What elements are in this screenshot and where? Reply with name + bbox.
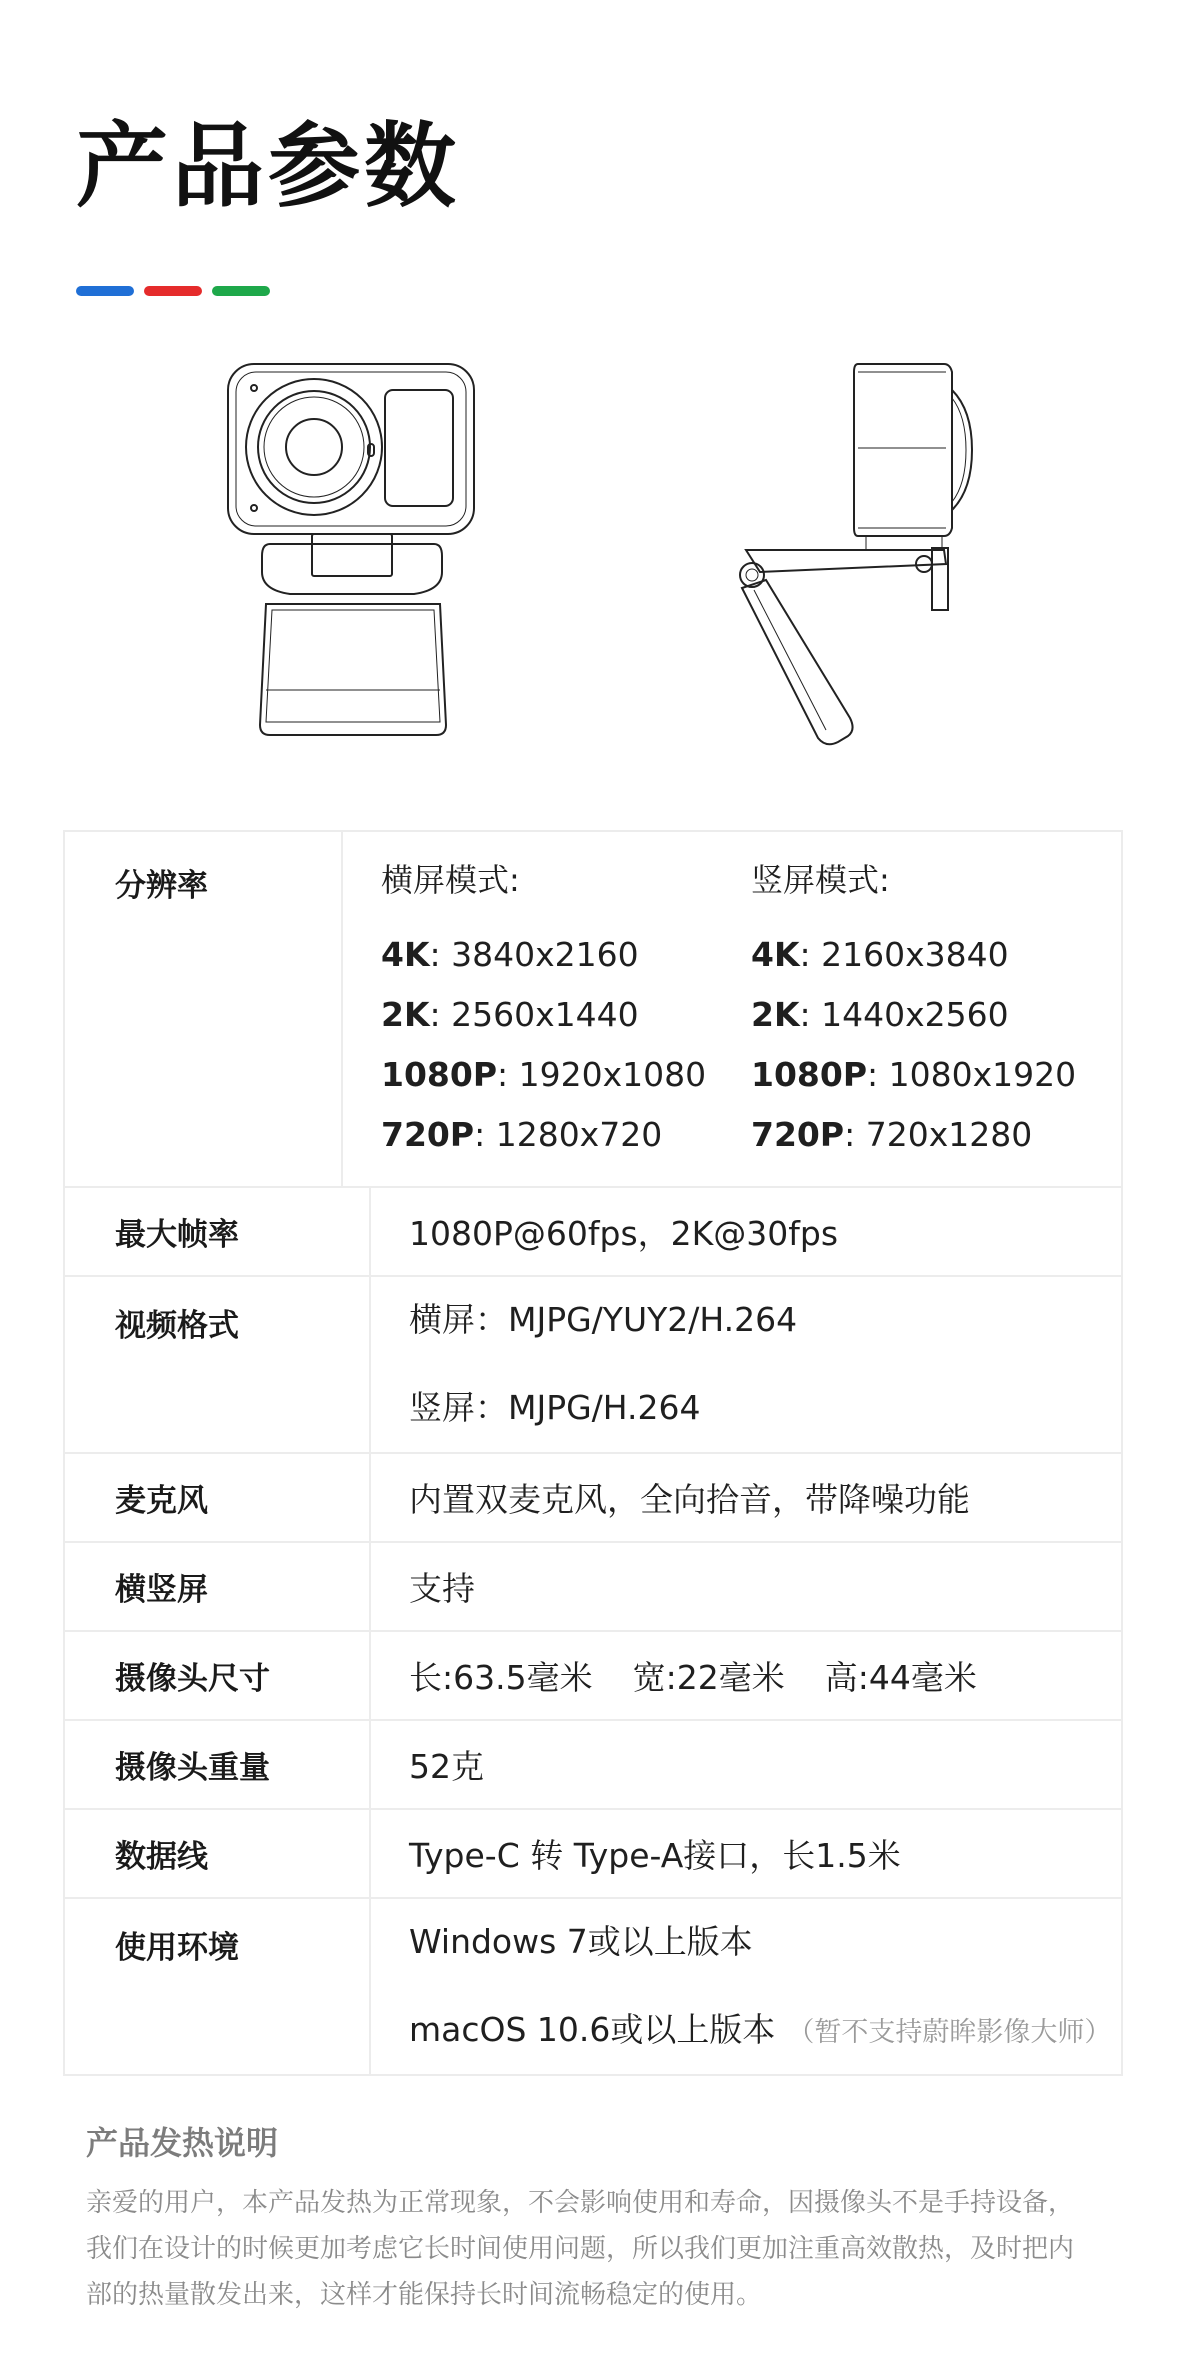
dimension-height: 高:44毫米 [824, 1658, 977, 1697]
spec-label: 使用环境 [65, 1899, 371, 2074]
spec-row-orientation [65, 1541, 1121, 1630]
portrait-heading: 竖屏模式: [751, 861, 890, 899]
spec-value [371, 1277, 1121, 1452]
spec-value: Type-C 转 Type-A接口，长1.5米 [409, 1836, 901, 1875]
spec-row-microphone [65, 1452, 1121, 1541]
spec-row-environment [65, 1897, 1121, 2074]
spec-row-camera-size [65, 1630, 1121, 1719]
accent-bars [76, 286, 270, 296]
dimension-width: 宽:22毫米 [632, 1658, 785, 1697]
resolution-line: 720P: 720x1280 [751, 1115, 1033, 1154]
heat-note-title: 产品发热说明 [86, 2124, 279, 2162]
resolution-line: 4K: 3840x2160 [381, 935, 639, 974]
spec-label: 最大帧率 [65, 1188, 371, 1275]
video-format-landscape: 横屏：MJPG/YUY2/H.264 [409, 1300, 798, 1339]
resolution-line: 1080P: 1080x1920 [751, 1055, 1077, 1094]
webcam-side-view [740, 364, 972, 744]
spec-label: 摄像头重量 [65, 1721, 371, 1808]
spec-label: 横竖屏 [65, 1543, 371, 1630]
spec-row-cable [65, 1808, 1121, 1897]
spec-value: 支持 [409, 1569, 475, 1608]
spec-value [343, 832, 1121, 1186]
resolution-line: 2K: 1440x2560 [751, 995, 1009, 1034]
spec-value [371, 1899, 1121, 2074]
video-format-portrait: 竖屏：MJPG/H.264 [409, 1388, 701, 1427]
accent-bar-green [212, 286, 270, 296]
spec-label: 分辨率 [65, 832, 343, 1186]
spec-label: 视频格式 [65, 1277, 371, 1452]
environment-windows: Windows 7或以上版本 [409, 1922, 753, 1961]
resolution-line: 720P: 1280x720 [381, 1115, 663, 1154]
spec-row-video-format [65, 1275, 1121, 1452]
page-title: 产品参数 [76, 113, 461, 220]
spec-value: 1080P@60fps，2K@30fps [409, 1214, 839, 1253]
landscape-resolution-column [381, 860, 751, 1186]
webcam-front-view [228, 364, 474, 735]
spec-table [63, 830, 1123, 2076]
accent-bar-red [144, 286, 202, 296]
spec-label: 摄像头尺寸 [65, 1632, 371, 1719]
resolution-line: 4K: 2160x3840 [751, 935, 1009, 974]
spec-label: 数据线 [65, 1810, 371, 1897]
portrait-resolution-column [751, 860, 1121, 1186]
resolution-line: 2K: 2560x1440 [381, 995, 639, 1034]
spec-row-max-fps [65, 1186, 1121, 1275]
landscape-heading: 横屏模式: [381, 861, 520, 899]
product-illustration [0, 350, 1185, 770]
spec-row-resolution [65, 832, 1121, 1186]
spec-row-camera-weight [65, 1719, 1121, 1808]
heat-note-text: 亲爱的用户，本产品发热为正常现象，不会影响使用和寿命，因摄像头不是手持设备，我们在设计的时候更加考虑它长时间使用问题，所以我们更加注重高效散热，及时把内部的热量散发出来，这样才能保持长时间流畅稳定的使用。 [86, 2188, 1075, 2310]
spec-value: 内置双麦克风，全向拾音，带降噪功能 [409, 1480, 970, 1519]
spec-value: 52克 [409, 1747, 484, 1786]
spec-value [371, 1632, 1121, 1719]
dimension-length: 长:63.5毫米 [409, 1658, 593, 1697]
accent-bar-blue [76, 286, 134, 296]
resolution-line: 1080P: 1920x1080 [381, 1055, 707, 1094]
spec-label: 麦克风 [65, 1454, 371, 1541]
environment-note: （暂不支持蔚眸影像大师） [787, 2017, 1112, 2048]
environment-macos: macOS 10.6或以上版本 （暂不支持蔚眸影像大师） [409, 2010, 1112, 2049]
